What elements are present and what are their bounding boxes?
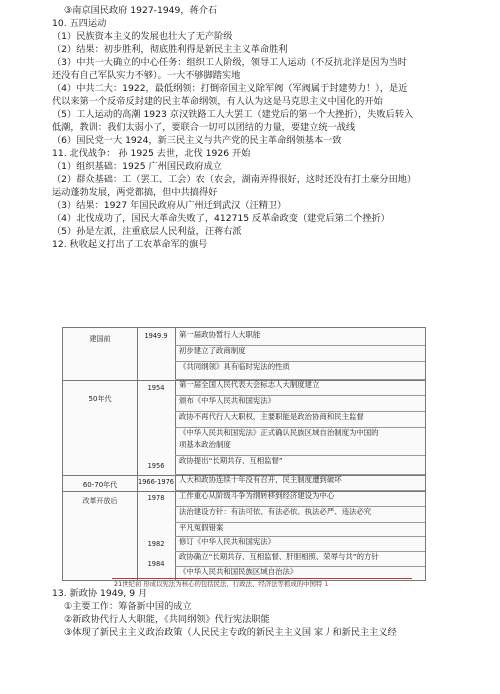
line: 低潮，教训：我们太弱小了，要联合一切可以团结的力量，要建立统一战线 [52,122,356,133]
table-row: 《中华人民共和国宪法》正式确认民族区域自治制度为中国的 [179,428,379,437]
line: （5）孙是左派，注重底层人民利益，汪蒋右派 [52,226,242,237]
table-row: 第一届政协暂行人大职能 [175,330,425,346]
line: 10. 五四运动 [52,18,107,29]
line: ①主要工作：筹备新中国的成立 [64,601,192,612]
caption-year: 21世纪初 [114,580,142,588]
table-row: 修订《中华人民共和国宪法》 [175,537,425,552]
line: 还没有自己军队实力不够）。一大不够脚踏实地 [52,70,241,81]
line: ③南京国民政府 1927-1949，蒋介石 [64,5,218,16]
line: 13. 新政协 1949, 9 月 [52,588,148,599]
table-row: 项基本政治制度 [175,440,425,456]
year-label: 1982 [147,540,165,548]
line: 运动蓬勃发展，两党都搞，但中共搞得好 [52,187,218,198]
era-column [63,328,138,580]
line: （4）北伐成功了，国民大革命失败了，412715 反革命政变（建党后第二个挫折） [52,213,390,224]
year-label: 1949.9 [144,332,168,340]
table-row: 法治建设方针：有法可依、有法必依、执法必严、违法必究 [175,507,425,523]
line: （1）组织基础：1925 广州国民政府成立 [52,161,222,172]
table-row: 颁布《中华人民共和国宪法》 [175,396,425,412]
table-row: 《共同纲领》具有临时宪法的性质 [175,362,425,380]
caption-tail: 1 [324,580,329,588]
political-system-table [62,327,426,581]
line: （6）国民党一大 1924，新三民主义与共产党的民主革命纲领基本一致 [52,135,342,146]
line: ②新政协代行人大职能，《共同纲领》代行宪法职能 [64,614,270,625]
table-row: 政协提出“长期共存、互相监督” [175,456,425,475]
line: （2）结果：初步胜利，彻底胜利得是新民主主义革命胜利 [52,44,288,55]
line: （4）中共二大：1922，最低纲领：打倒帝国主义除军阀（军阀属于封建势力！），是近 [52,83,408,94]
table-row: 工作重心从阶级斗争为纲转移到经济建设为中心 [175,491,425,507]
year-label: 1978 [147,494,165,502]
line: （3）中共一大确立的中心任务：组织工人阶级，领导工人运动（不反抗北洋是因为当时 [52,57,407,68]
era-label: 60-70年代 [82,481,118,489]
line: 11. 北伐战争： 孙 1925 去世，北伐 1926 开始 [52,148,251,159]
line: ③体现了新民主主义政治政策（人民民主专政的新民主主义国 家丿和新民主主义经 [64,627,397,638]
table-row: 第一届全国人民代表大会标志人大制度建立 [175,380,425,396]
era-label: 50年代 [88,395,112,403]
table-row: 平凡冤假错案 [175,523,425,537]
year-label: 1954 [147,384,165,392]
era-label: 建国前 [89,335,111,343]
line: （2）群众基础：工（罢工、工会）农（农会，湖南弄得很好，这时还没有打土豪分田地） [52,174,417,185]
table-row: 政协确立“长期共存、互相监督、肝胆相照、荣辱与共”的方针 [175,552,425,567]
table-row: 《中华人民共和国民族区域自治法》 [179,567,298,576]
line: （1）民族资本主义的发展也壮大了无产阶级 [52,31,233,42]
table-row: 政协不再代行人大职权，主要职能是政治协商和民主监督 [175,412,425,428]
caption-text: 形成以宪法为核心的包括民法、行政法、经济法等抓成的中国特 [143,580,323,588]
era-label: 改革开放后 [82,497,118,505]
table-row: 人大和政协连续十年没有召开，民主制度遭到破坏 [175,475,425,491]
line: 代以来第一个反帝反封建的民主革命纲领，有人认为这是马克思主义中国化的开始 [52,96,383,107]
year-label: 1984 [147,560,165,568]
line: （5）工人运动的高潮 1923 京汉铁路工人大罢工（建党后的第一个大挫折），失败后转入 [52,109,414,120]
line: 12. 秋收起义打出了工农革命军的旗号 [52,239,208,250]
year-label: 1966-1976 [138,478,174,486]
year-label: 1956 [147,462,165,470]
line: （3）结果：1927 年国民政府从广州迁到武汉（汪精卫） [52,200,287,211]
table-row: 初步建立了政商制度 [175,346,425,362]
